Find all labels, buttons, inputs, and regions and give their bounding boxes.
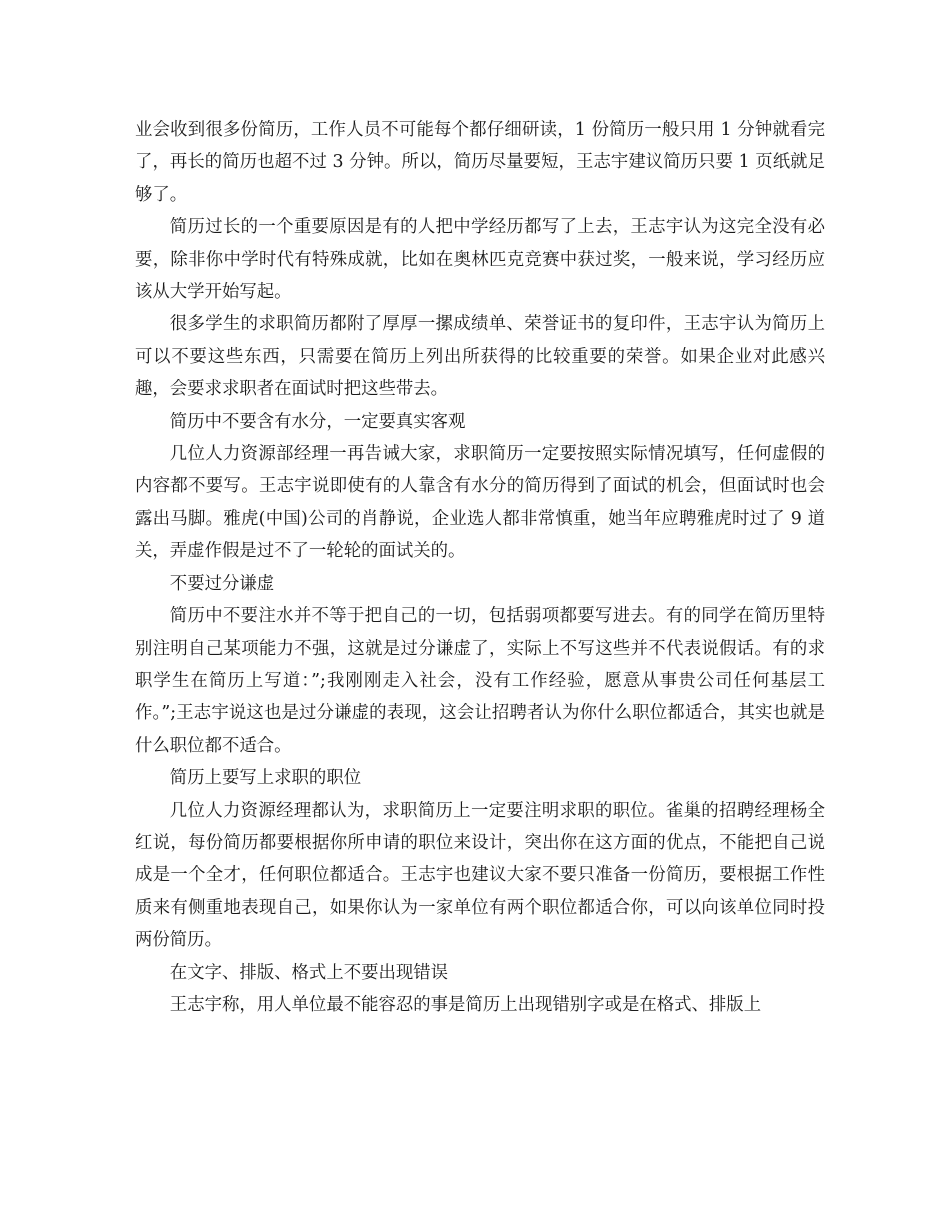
section-heading-truthful: 简历中不要含有水分，一定要真实客观 (169, 411, 466, 432)
paragraph-6: 几位人力资源经理都认为，求职简历上一定要注明求职的职位。雀巢的招聘经理杨全红说，每份简历都要根据你所申请的职位来设计，突出你在这方面的优点，不能把自己说成是一个全才，任何职位都适合。王志宇也建议大家不要只准备一份简历，要根据工作性质来有侧重地表现自己，如果你认为一家单位有两个职位都适合你，可以向该单位同时投两份简历。 (135, 800, 825, 951)
paragraph-3: 很多学生的求职简历都附了厚厚一摞成绩单、荣誉证书的复印件，王志宇认为简历上可以不要这些东西，只需要在简历上列出所获得的比较重要的荣誉。如果企业对此感兴趣，会要求求职者在面试时把这些带去。 (135, 314, 825, 400)
section-heading-errors: 在文字、排版、格式上不要出现错误 (169, 962, 449, 983)
paragraph-7: 王志宇称，用人单位最不能容忍的事是简历上出现错别字或是在格式、排版上 (169, 994, 762, 1015)
section-heading-position: 简历上要写上求职的职位 (169, 768, 362, 789)
section-heading-modesty: 不要过分谦虚 (169, 573, 275, 594)
paragraph-4: 几位人力资源部经理一再告诫大家，求职简历一定要按照实际情况填写，任何虚假的内容都不要写。王志宇说即使有的人靠含有水分的简历得到了面试的机会，但面试时也会露出马脚。雅虎(中国)公司的肖静说，企业选人都非常慎重，她当年应聘雅虎时过了 9 道关，弄虚作假是过不了一轮轮的面试关的。 (135, 444, 825, 562)
paragraph-1: 业会收到很多份简历，工作人员不可能每个都仔细研读，1 份简历一般只用 1 分钟就看完了，再长的简历也超不过 3 分钟。所以，简历尽量要短，王志宇建议简历只要 1 页纸就足够了。 (135, 120, 825, 205)
document-body (135, 114, 825, 1021)
paragraph-2: 简历过长的一个重要原因是有的人把中学经历都写了上去，王志宇认为这完全没有必要，除非你中学时代有特殊成就，比如在奥林匹克竞赛中获过奖，一般来说，学习经历应该从大学开始写起。 (135, 217, 825, 303)
paragraph-5: 简历中不要注水并不等于把自己的一切，包括弱项都要写进去。有的同学在简历里特别注明自己某项能力不强，这就是过分谦虚了，实际上不写这些并不代表说假话。有的求职学生在简历上写道：”;我刚刚走入社会，没有工作经验，愿意从事贵公司任何基层工作。”;王志宇说这也是过分谦虚的表现，这会让招聘者认为你什么职位都适合，其实也就是什么职位都不适合。 (135, 606, 825, 756)
